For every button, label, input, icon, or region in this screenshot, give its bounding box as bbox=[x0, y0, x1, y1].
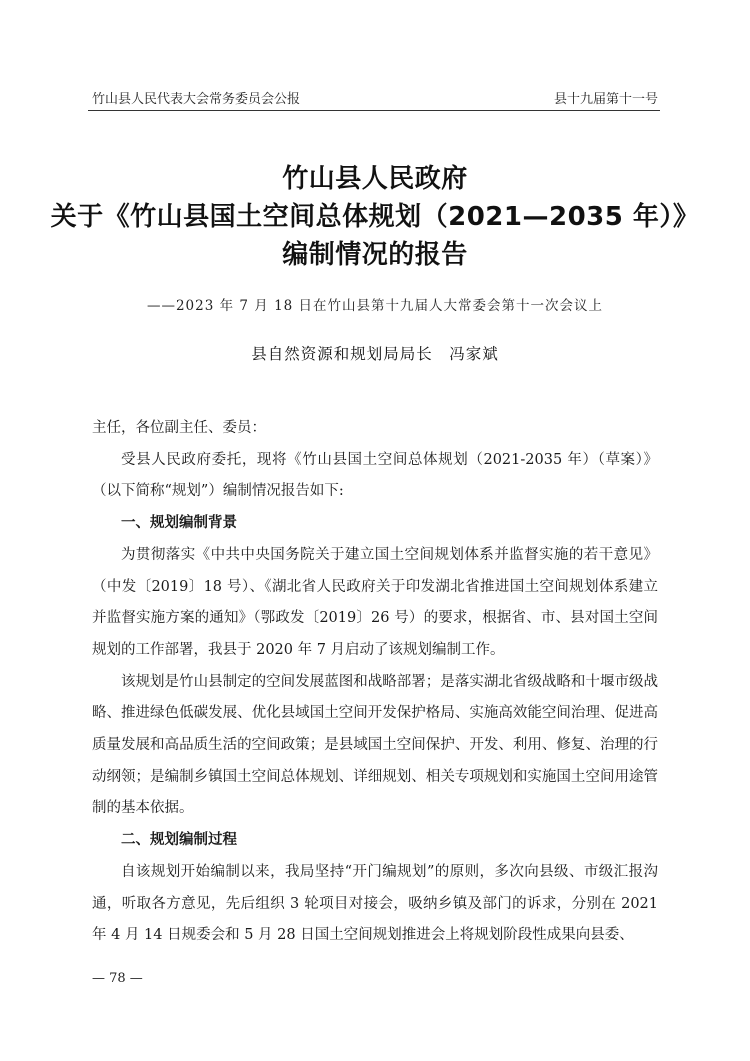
header-publication-title: 竹山县人民代表大会常务委员会公报 bbox=[92, 92, 301, 107]
page-header bbox=[92, 88, 658, 107]
salutation: 主任，各位副主任、委员： bbox=[92, 420, 266, 436]
title-line-3: 编制情况的报告 bbox=[282, 240, 468, 270]
intro-paragraph: 受县人民政府委托，现将《竹山县国土空间总体规划（2021-2035 年）（草案）》（以下简称“规划”）编制情况报告如下: bbox=[92, 451, 658, 500]
section-1-paragraph-1: 为贯彻落实《中共中央国务院关于建立国土空间规划体系并监督实施的若干意见》（中发〔2019〕18 号）、《湖北省人民政府关于印发湖北省推进国土空间规划体系建立并监督实施方案的通知》（鄂政发〔2019〕26 号）的要求，根据省、市、县对国土空间规划的工作部署，我县于 2020 年 7 月启动了该规划编制工作。 bbox=[92, 546, 658, 658]
section-1-heading: 一、规划编制背景 bbox=[121, 515, 237, 532]
speaker-line: 县自然资源和规划局局长 冯家斌 bbox=[251, 345, 499, 363]
document-title bbox=[0, 160, 750, 274]
title-line-2: 关于《竹山县国土空间总体规划（2021—2035 年）》 bbox=[50, 202, 700, 232]
header-issue-number: 县十九届第十一号 bbox=[553, 92, 658, 107]
section-2-paragraph-1: 自该规划开始编制以来，我局坚持“开门编规划”的原则，多次向县级、市级汇报沟通，听取各方意见，先后组织 3 轮项目对接会，吸纳乡镇及部门的诉求，分别在 2021 年 4 月 14 日规委会和 5 月 28 日国土空间规划推进会上将规划阶段性成果向县委、 bbox=[92, 863, 658, 944]
section-2-heading: 二、规划编制过程 bbox=[121, 832, 237, 849]
page-number: — 78 — bbox=[92, 971, 143, 986]
section-1-paragraph-2: 该规划是竹山县制定的空间发展蓝图和战略部署；是落实湖北省级战略和十堰市级战略、推进绿色低碳发展、优化县域国土空间开发保护格局、实施高效能空间治理、促进高质量发展和高品质生活的空间政策；是县域国土空间保护、开发、利用、修复、治理的行动纲领；是编制乡镇国土空间总体规划、详细规划、相关专项规划和实施国土空间用途管制的基本依据。 bbox=[92, 673, 658, 817]
report-body bbox=[92, 413, 658, 952]
title-line-1: 竹山县人民政府 bbox=[282, 164, 468, 194]
meeting-subtitle: ——2023 年 7 月 18 日在竹山县第十九届人大常委会第十一次会议上 bbox=[146, 298, 604, 314]
header-divider bbox=[88, 110, 660, 111]
